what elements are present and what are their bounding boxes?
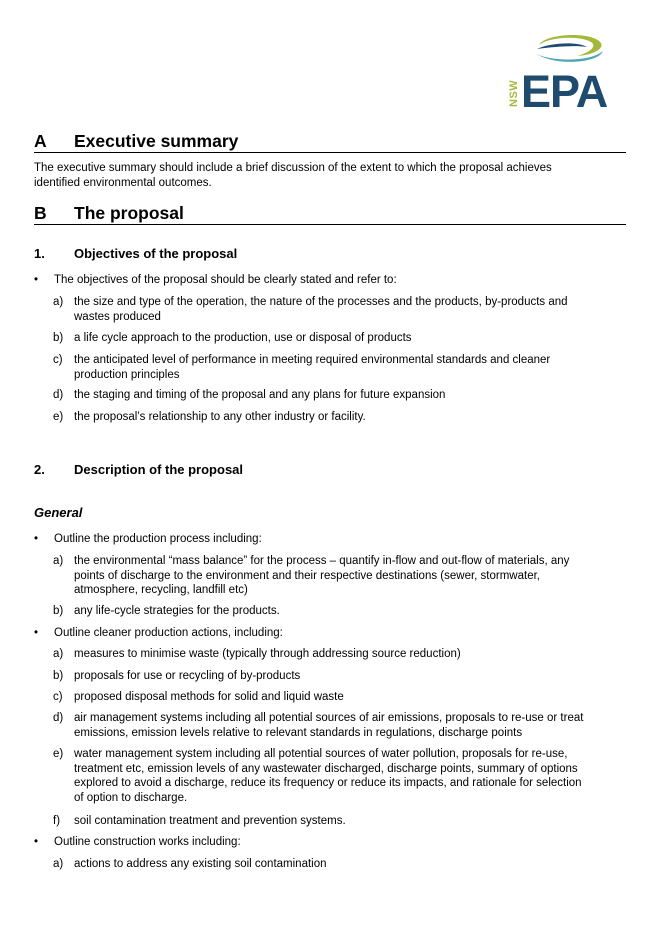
list-line: actions to address any existing soil contamination — [74, 858, 327, 870]
heading-title: Objectives of the proposal — [74, 246, 238, 261]
list-marker: a) — [53, 555, 64, 567]
list-line: the anticipated level of performance in meeting required environmental standards and cleaner — [74, 354, 551, 366]
list-text — [74, 647, 626, 662]
list-marker: c) — [53, 354, 63, 366]
paragraph-line: The executive summary should include a brief discussion of the extent to which the proposal achieves — [34, 162, 552, 174]
list-text — [74, 857, 626, 872]
paragraph-line: identified environmental outcomes. — [34, 176, 212, 189]
list-marker: e) — [53, 748, 64, 760]
bullet-icon: • — [34, 836, 39, 848]
list-line: treatment etc, emission levels of any wastewater discharged, discharge points, summary of options — [74, 762, 578, 775]
general-subheading: General — [34, 505, 83, 520]
list-line: air management systems including all potential sources of air emissions, proposals to re-use or treat — [74, 712, 584, 724]
list-line: the staging and timing of the proposal and any plans for future expansion — [74, 389, 446, 401]
heading-title: Description of the proposal — [74, 462, 244, 477]
nsw-epa-logo — [505, 33, 627, 111]
list-line: any life-cycle strategies for the products. — [74, 605, 280, 617]
list-line: water management system including all potential sources of water pollution, proposals for re-use, — [74, 748, 568, 760]
bullet-text: Outline construction works including: — [54, 836, 241, 848]
list-line: the size and type of the operation, the nature of the processes and the products, by-products and — [74, 296, 568, 308]
list-line: production principles — [74, 368, 180, 381]
list-line: atmosphere, recycling, landfill etc) — [74, 584, 248, 596]
bullet-icon: • — [34, 533, 39, 545]
list-text — [74, 669, 626, 684]
list-text — [74, 747, 626, 805]
list-line: of option to discharge. — [74, 791, 188, 804]
list-line: the proposal’s relationship to any other industry or facility. — [74, 411, 366, 423]
list-line: the environmental “mass balance” for the process – quantify in-flow and out-flow of materials, any — [74, 555, 570, 567]
bullet-text: The objectives of the proposal should be clearly stated and refer to: — [54, 274, 397, 286]
section-b-title: The proposal — [74, 203, 184, 223]
list-text — [74, 388, 626, 403]
list-line: a life cycle approach to the production, use or disposal of products — [74, 332, 412, 344]
bullet-icon: • — [34, 274, 39, 286]
section-a-title: Executive summary — [74, 131, 239, 151]
list-marker: b) — [53, 670, 64, 682]
heading-number: 2. — [34, 462, 45, 477]
section-a-heading — [34, 131, 626, 153]
list-text — [74, 353, 626, 382]
list-text — [74, 604, 626, 619]
list-text — [74, 814, 626, 829]
list-marker: b) — [53, 332, 64, 344]
list-line: emissions, emission levels relative to relevant standards in regulations, discharge points — [74, 726, 523, 739]
heading-number: 1. — [34, 246, 45, 261]
list-line: wastes produced — [74, 310, 161, 323]
list-marker: a) — [53, 296, 64, 308]
list-marker: a) — [53, 858, 64, 870]
bullet-icon: • — [34, 627, 39, 639]
list-line: proposed disposal methods for solid and liquid waste — [74, 691, 344, 703]
list-marker: e) — [53, 411, 64, 423]
list-marker: b) — [53, 605, 64, 617]
list-text — [74, 331, 626, 346]
list-line: soil contamination treatment and prevention systems. — [74, 815, 346, 827]
list-line: explored to avoid a discharge, reduce its frequency or reduce its impacts, and rationale for selection — [74, 777, 582, 789]
list-line: proposals for use or recycling of by-products — [74, 670, 301, 682]
list-marker: c) — [53, 691, 63, 703]
section-b-heading — [34, 203, 626, 225]
section-a-letter: A — [34, 131, 47, 151]
list-marker: a) — [53, 648, 64, 660]
list-line: measures to minimise waste (typically through addressing source reduction) — [74, 648, 461, 660]
logo-swoosh-navy — [537, 43, 587, 49]
bullet-text: Outline cleaner production actions, including: — [54, 627, 283, 639]
list-text — [74, 410, 626, 425]
list-marker: d) — [53, 712, 64, 724]
list-text — [74, 711, 626, 740]
list-text — [74, 690, 626, 705]
list-line: points of discharge to the environment and their respective destinations (sewer, stormwater, — [74, 569, 540, 582]
list-marker: d) — [53, 389, 64, 401]
bullet-text: Outline the production process including: — [54, 533, 262, 545]
logo-epa-text: EPA — [521, 66, 608, 111]
executive-summary-text — [34, 161, 626, 190]
list-text — [74, 295, 626, 324]
list-text — [74, 554, 626, 598]
section-b-letter: B — [34, 203, 47, 223]
logo-nsw-text: NSW — [508, 79, 520, 107]
list-marker: f) — [53, 815, 61, 827]
